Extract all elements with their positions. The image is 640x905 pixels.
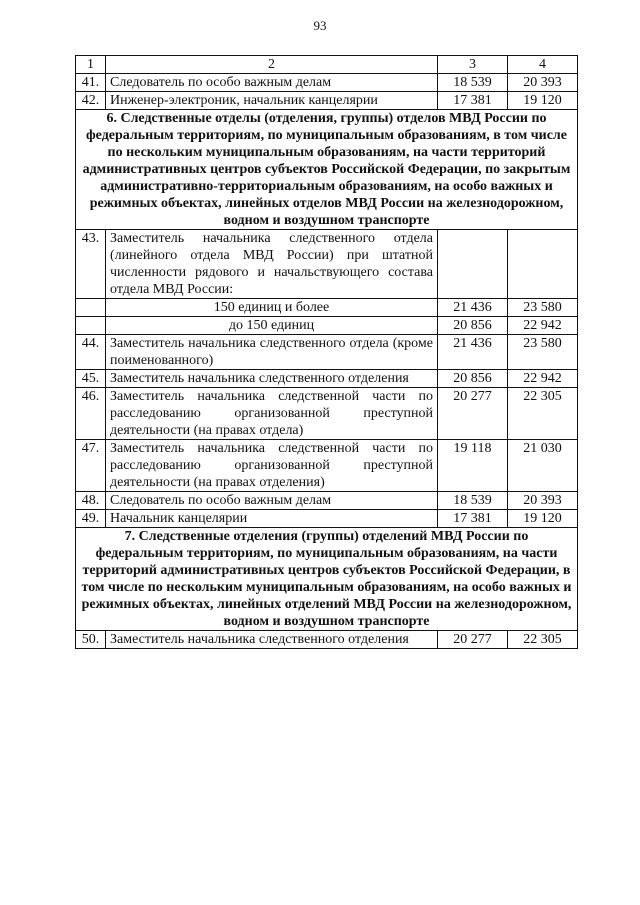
salary-value: 21 436 (438, 335, 508, 370)
table-row (76, 370, 578, 388)
salary-value: 20 856 (438, 317, 508, 335)
position-title: Заместитель начальника следственного отделения (106, 631, 438, 649)
salary-value: 17 381 (438, 510, 508, 528)
salary-value: 18 539 (438, 74, 508, 92)
table-row (76, 230, 578, 299)
page-number: 93 (313, 18, 327, 33)
salary-value: 18 539 (438, 492, 508, 510)
salary-value: 23 580 (508, 299, 578, 317)
table-row (76, 440, 578, 492)
position-title: Следователь по особо важным делам (106, 492, 438, 510)
salary-value: 22 942 (508, 370, 578, 388)
salary-value: 19 120 (508, 92, 578, 110)
row-number: 50. (76, 631, 106, 649)
table-row (76, 492, 578, 510)
salary-value: 20 393 (508, 74, 578, 92)
section-heading-row (76, 110, 578, 230)
row-number (76, 299, 106, 317)
row-number: 49. (76, 510, 106, 528)
row-number: 45. (76, 370, 106, 388)
salary-value: 21 030 (508, 440, 578, 492)
table-header-row (76, 56, 578, 74)
table-subrow (76, 317, 578, 335)
salary-value (508, 230, 578, 299)
position-title: Следователь по особо важным делам (106, 74, 438, 92)
salary-value: 20 856 (438, 370, 508, 388)
section-7-heading: 7. Следственные отделения (группы) отделений МВД России по федеральным территориям, по муниципальным образованиям, на части территорий административных центров субъектов Российской Федерации, в том числе по нескольким муниципальным образованиям, на особо важных и режимных объектах, линейных отделений МВД России на железнодорожном, водном и воздушном транспорте (76, 528, 578, 631)
salary-table (75, 55, 578, 649)
row-number: 42. (76, 92, 106, 110)
row-number: 44. (76, 335, 106, 370)
row-number: 48. (76, 492, 106, 510)
salary-value: 19 120 (508, 510, 578, 528)
salary-value: 20 277 (438, 631, 508, 649)
header-cell: 3 (438, 56, 508, 74)
salary-value: 22 305 (508, 631, 578, 649)
table-row (76, 74, 578, 92)
subrow-label: до 150 единиц (106, 317, 438, 335)
position-title: Заместитель начальника следственного отдела (линейного отдела МВД России) при штатной численности рядового и начальствующего состава отдела МВД России: (106, 230, 438, 299)
row-number: 47. (76, 440, 106, 492)
position-title: Заместитель начальника следственной части по расследованию организованной преступной деятельности (на правах отдела) (106, 388, 438, 440)
position-title: Начальник канцелярии (106, 510, 438, 528)
salary-value: 20 277 (438, 388, 508, 440)
salary-value: 22 942 (508, 317, 578, 335)
salary-value: 21 436 (438, 299, 508, 317)
table-row (76, 388, 578, 440)
section-6-heading: 6. Следственные отделы (отделения, группы) отделов МВД России по федеральным территориям, по муниципальным образованиям, в том числе по нескольким муниципальным образованиям, на части территорий административных центров субъектов Российской Федерации, по закрытым административно-территориальным образованиям, на особо важных и режимных объектах, линейных отделов МВД России на железнодорожном, водном и воздушном транспорте (76, 110, 578, 230)
row-number: 46. (76, 388, 106, 440)
salary-value (438, 230, 508, 299)
row-number: 41. (76, 74, 106, 92)
table-row (76, 631, 578, 649)
position-title: Заместитель начальника следственной части по расследованию организованной преступной деятельности (на правах отделения) (106, 440, 438, 492)
table-row (76, 335, 578, 370)
row-number: 43. (76, 230, 106, 299)
table-row (76, 510, 578, 528)
salary-value: 17 381 (438, 92, 508, 110)
salary-value: 22 305 (508, 388, 578, 440)
header-cell: 4 (508, 56, 578, 74)
row-number (76, 317, 106, 335)
header-cell: 1 (76, 56, 106, 74)
section-heading-row (76, 528, 578, 631)
position-title: Заместитель начальника следственного отдела (кроме поименованного) (106, 335, 438, 370)
table-row (76, 92, 578, 110)
position-title: Заместитель начальника следственного отделения (106, 370, 438, 388)
salary-value: 23 580 (508, 335, 578, 370)
position-title: Инженер-электроник, начальник канцелярии (106, 92, 438, 110)
subrow-label: 150 единиц и более (106, 299, 438, 317)
table-subrow (76, 299, 578, 317)
salary-value: 19 118 (438, 440, 508, 492)
salary-value: 20 393 (508, 492, 578, 510)
header-cell: 2 (106, 56, 438, 74)
